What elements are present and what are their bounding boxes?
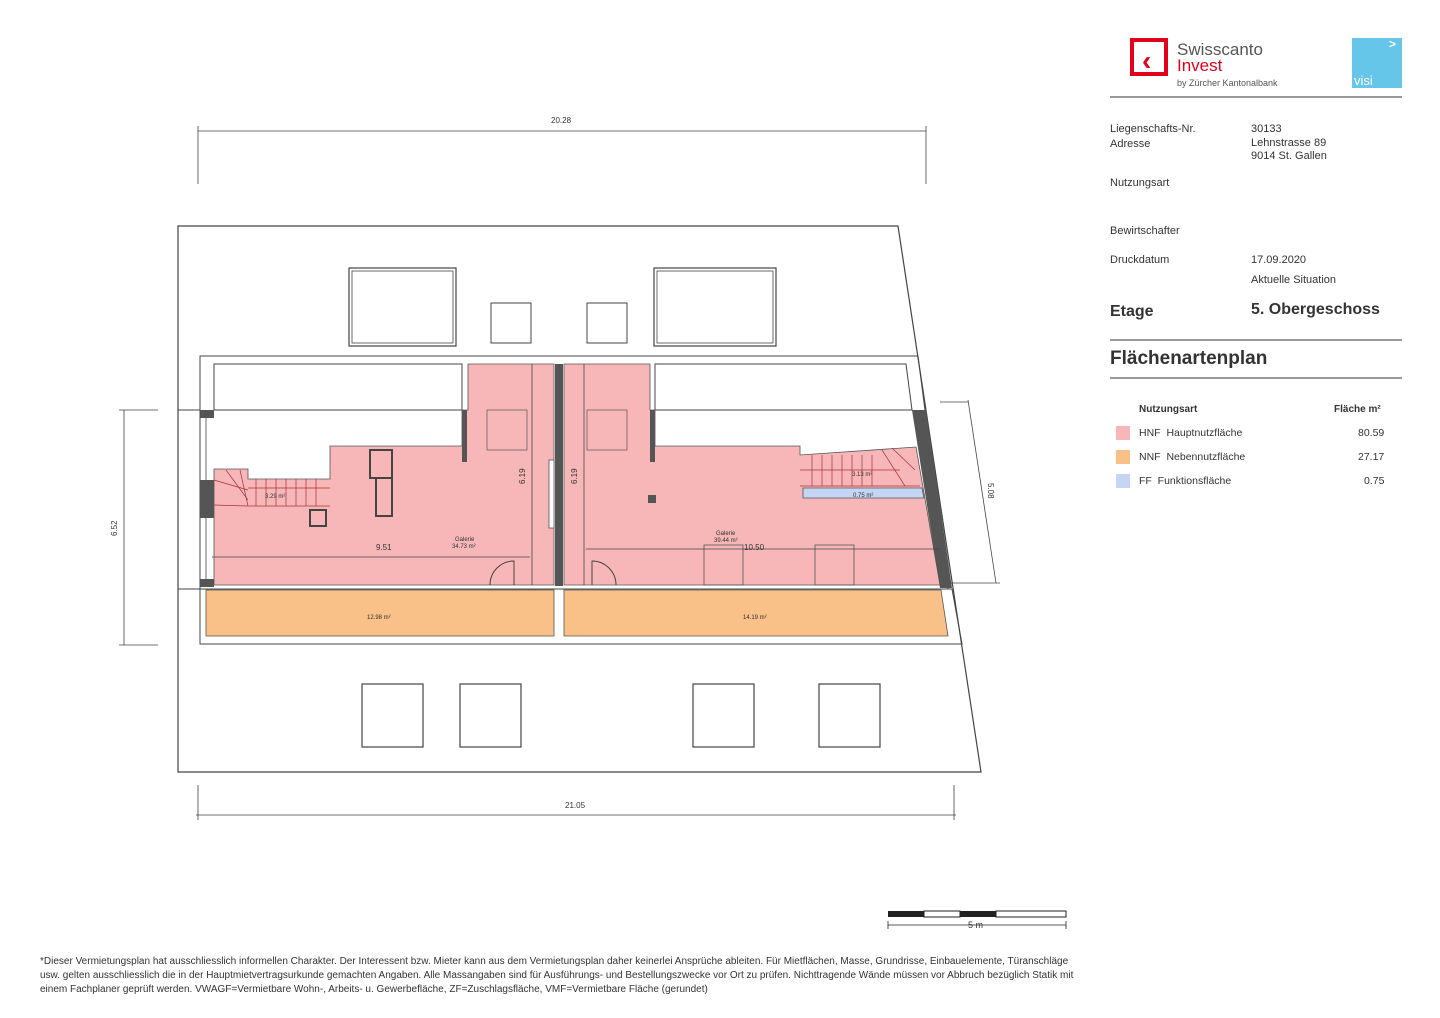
- stair-area-right: 3.13 m²: [852, 472, 873, 478]
- divider: [1110, 377, 1402, 379]
- skylight: [819, 684, 880, 747]
- liegenschaft-label: Liegenschafts-Nr.: [1110, 123, 1196, 135]
- skylight: [460, 684, 521, 747]
- etage-label: Etage: [1110, 303, 1154, 320]
- skylight: [654, 268, 776, 346]
- skylight: [349, 268, 456, 346]
- party-wall: [555, 364, 563, 586]
- dim-width-left: 9.51: [376, 543, 392, 552]
- adresse-line2: 9014 St. Gallen: [1251, 150, 1327, 162]
- nnf-area-left: [206, 590, 554, 636]
- adresse-line1: Lehnstrasse 89: [1251, 137, 1327, 149]
- legend-item-hnf: HNF Hauptnutzfläche: [1139, 427, 1243, 439]
- legend-value-hnf: 80.59: [1358, 427, 1385, 439]
- dim-left: 6.52: [110, 520, 119, 536]
- legend-col-nutzungsart: Nutzungsart: [1139, 404, 1198, 415]
- divider: [1110, 339, 1402, 341]
- dim-width-right: 10.50: [744, 543, 765, 552]
- liegenschaft-value: 30133: [1251, 123, 1282, 135]
- footnote: *Dieser Vermietungsplan hat ausschliesslich informellen Charakter. Der Interessent bzw. Mieter kann aus dem Vermietungsplan daher keinerlei Ansprüche ableiten. Für Mietflächen, Masse, Grundrisse, Einbauelemente, Türanschläge usw. gelten ausschliesslich die in der Hauptmietvertragsurkunde gemachten Angaben. Alle Massangaben sind für Ausführungs- und Bestellungszwecke vor Ort zu prüfen. Nichttragende Wände müssen vor Abbruch bezüglich Statik mit einem Fachplaner geprüft werden. VWAGF=Vermietbare Wohn-, Arbeits- u. Gewerbefläche, ZF=Zuschlagsfläche, VMF=Vermietbare Fläche (gerundet): [40, 956, 1074, 995]
- legend-item-nnf: NNF Nebennutzfläche: [1139, 451, 1246, 463]
- skylight: [693, 684, 754, 747]
- nutzungsart-label: Nutzungsart: [1110, 177, 1170, 189]
- room-name-right: Galerie: [716, 531, 736, 537]
- room-name-left: Galerie: [455, 537, 475, 543]
- chimney: [491, 303, 531, 343]
- dim-inner-right: 6.19: [570, 468, 579, 484]
- legend-swatch-nnf: [1116, 450, 1130, 464]
- chimney: [587, 303, 627, 343]
- room-area-right: 39.44 m²: [714, 538, 738, 544]
- room-area-left: 34.73 m²: [452, 544, 476, 550]
- brand-subname: Invest: [1177, 56, 1223, 75]
- legend-value-nnf: 27.17: [1358, 451, 1385, 463]
- legend-value-ff: 0.75: [1364, 475, 1385, 487]
- adresse-label: Adresse: [1110, 138, 1151, 150]
- stair-area-left: 3.29 m²: [265, 494, 286, 500]
- dim-top: 20.28: [551, 116, 572, 125]
- legend-item-ff: FF Funktionsfläche: [1139, 475, 1232, 487]
- situation-text: Aktuelle Situation: [1251, 274, 1336, 286]
- dim-right: 5.08: [986, 483, 995, 499]
- skylight: [362, 684, 423, 747]
- bewirtschafter-label: Bewirtschafter: [1110, 225, 1180, 237]
- nnf-area-right: [564, 590, 948, 636]
- ff-area-label: 0.75 m²: [853, 493, 874, 499]
- divider: [1110, 96, 1402, 98]
- brand-name: Swisscanto: [1177, 40, 1263, 59]
- dim-inner-left: 6.19: [518, 468, 527, 484]
- nnf-area-left-label: 12.98 m²: [367, 615, 391, 621]
- nnf-area-right-label: 14.19 m²: [743, 615, 767, 621]
- plan-title: Flächenartenplan: [1110, 348, 1268, 369]
- legend-swatch-hnf: [1116, 426, 1130, 440]
- legend-col-flaeche: Fläche m²: [1334, 404, 1381, 415]
- druckdatum-value: 17.09.2020: [1251, 254, 1307, 266]
- legend-swatch-ff: [1116, 474, 1130, 488]
- brand-tagline: by Zürcher Kantonalbank: [1177, 78, 1278, 88]
- swisscanto-logo-icon: ‹: [1130, 38, 1168, 76]
- dim-bottom: 21.05: [565, 801, 586, 810]
- etage-value: 5. Obergeschoss: [1251, 301, 1380, 318]
- visi-logo-icon: > visi: [1352, 38, 1402, 88]
- scale-label: 5 m: [968, 920, 984, 930]
- druckdatum-label: Druckdatum: [1110, 254, 1170, 266]
